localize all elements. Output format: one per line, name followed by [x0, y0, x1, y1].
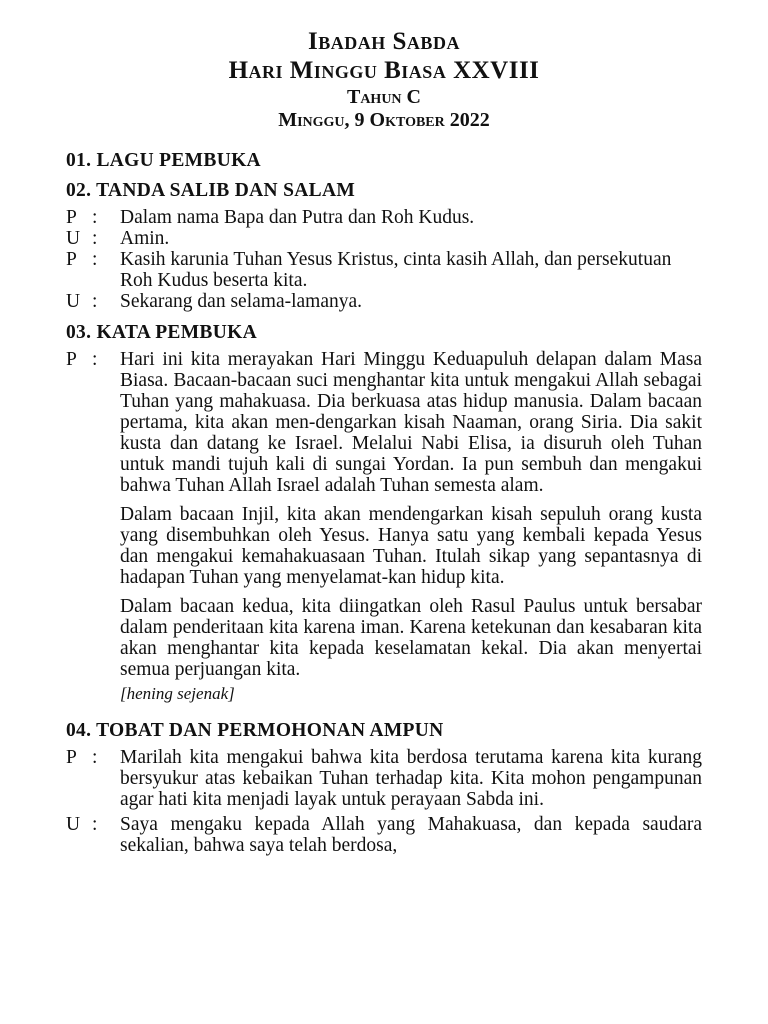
colon: :: [92, 248, 98, 270]
dialog-text: Amin.: [120, 227, 170, 249]
dialog-text-block: [120, 349, 702, 682]
speaker-role: U: [66, 290, 81, 312]
document-header: [66, 28, 702, 132]
section-tobat: [66, 720, 702, 856]
section-title: 04. TOBAT DAN PERMOHONAN AMPUN: [66, 719, 444, 741]
dialog-row: [66, 747, 702, 810]
dialog-row: [66, 349, 702, 682]
header-year: Tahun C: [346, 85, 421, 108]
colon: :: [92, 813, 98, 835]
colon: :: [92, 348, 98, 370]
dialog-row: [66, 814, 702, 856]
speaker-role: P: [66, 746, 77, 768]
colon: :: [92, 746, 98, 768]
speaker-role: U: [66, 227, 81, 249]
colon: :: [92, 227, 98, 249]
section-title: 03. KATA PEMBUKA: [66, 321, 257, 343]
section-tanda-salib: [66, 180, 702, 312]
paragraph: Dalam bacaan kedua, kita diingatkan oleh Rasul Paulus untuk bersabar dalam penderitaan kita karena iman. Karena ketekunan dan kesabaran kita akan menghantar kita kepada keselamatan kekal. Dia akan menyertai semua perjuangan kita.: [120, 595, 702, 680]
dialog-row: [66, 291, 702, 312]
section-title: 01. LAGU PEMBUKA: [66, 149, 261, 171]
rubric-note: [hening sejenak]: [120, 683, 235, 703]
section-lagu-pembuka: [66, 150, 702, 172]
speaker-role: P: [66, 348, 77, 370]
dialog-row: [66, 207, 702, 228]
dialog-text: Dalam nama Bapa dan Putra dan Roh Kudus.: [120, 206, 475, 228]
dialog-text: Marilah kita mengakui bahwa kita berdosa terutama karena kita kurang bersyukur atas kebaikan Tuhan terhadap kita. Kita mohon pengampunan agar hati kita menjadi layak untuk perayaan Sabda ini.: [120, 746, 702, 810]
dialog-row: [66, 228, 702, 249]
speaker-role: P: [66, 206, 77, 228]
header-subtitle: Hari Minggu Biasa XXVIII: [228, 56, 540, 84]
dialog-text: Sekarang dan selama-lamanya.: [120, 290, 363, 312]
paragraph: Dalam bacaan Injil, kita akan mendengarkan kisah sepuluh orang kusta yang disembuhkan oleh Yesus. Hanya satu yang kembali kepada Yesus dan mengakui kemahakuasaan Tuhan. Itulah sikap yang sepantasnya di hadapan Tuhan yang menyelamat-kan hidup kita.: [120, 503, 702, 588]
dialog-text: Saya mengaku kepada Allah yang Mahakuasa, dan kepada saudara sekalian, bahwa saya telah berdosa,: [120, 813, 702, 856]
colon: :: [92, 290, 98, 312]
speaker-role: P: [66, 248, 77, 270]
dialog-row: [66, 249, 702, 291]
header-date: Minggu, 9 Oktober 2022: [278, 108, 490, 131]
section-title: 02. TANDA SALIB DAN SALAM: [66, 179, 356, 201]
dialog-text: Kasih karunia Tuhan Yesus Kristus, cinta kasih Allah, dan persekutuan Roh Kudus beserta kita.: [120, 248, 672, 291]
section-kata-pembuka: [66, 322, 702, 704]
header-title: Ibadah Sabda: [308, 28, 460, 55]
colon: :: [92, 206, 98, 228]
paragraph: Hari ini kita merayakan Hari Minggu Keduapuluh delapan dalam Masa Biasa. Bacaan-bacaan suci menghantar kita untuk mengakui Allah sebagai Tuhan yang mahakuasa. Dia berkuasa atas hidup manusia. Dalam bacaan pertama, kita akan men-dengarkan kisah Naaman, orang Siria. Dia sakit kusta dan datang ke Israel. Melalui Nabi Elisa, ia disuruh oleh Tuhan untuk mandi tujuh kali di sungai Yordan. Ia pun sembuh dan mengakui bahwa Tuhan Allah Israel adalah Tuhan semesta alam.: [120, 348, 702, 496]
speaker-role: U: [66, 813, 81, 835]
